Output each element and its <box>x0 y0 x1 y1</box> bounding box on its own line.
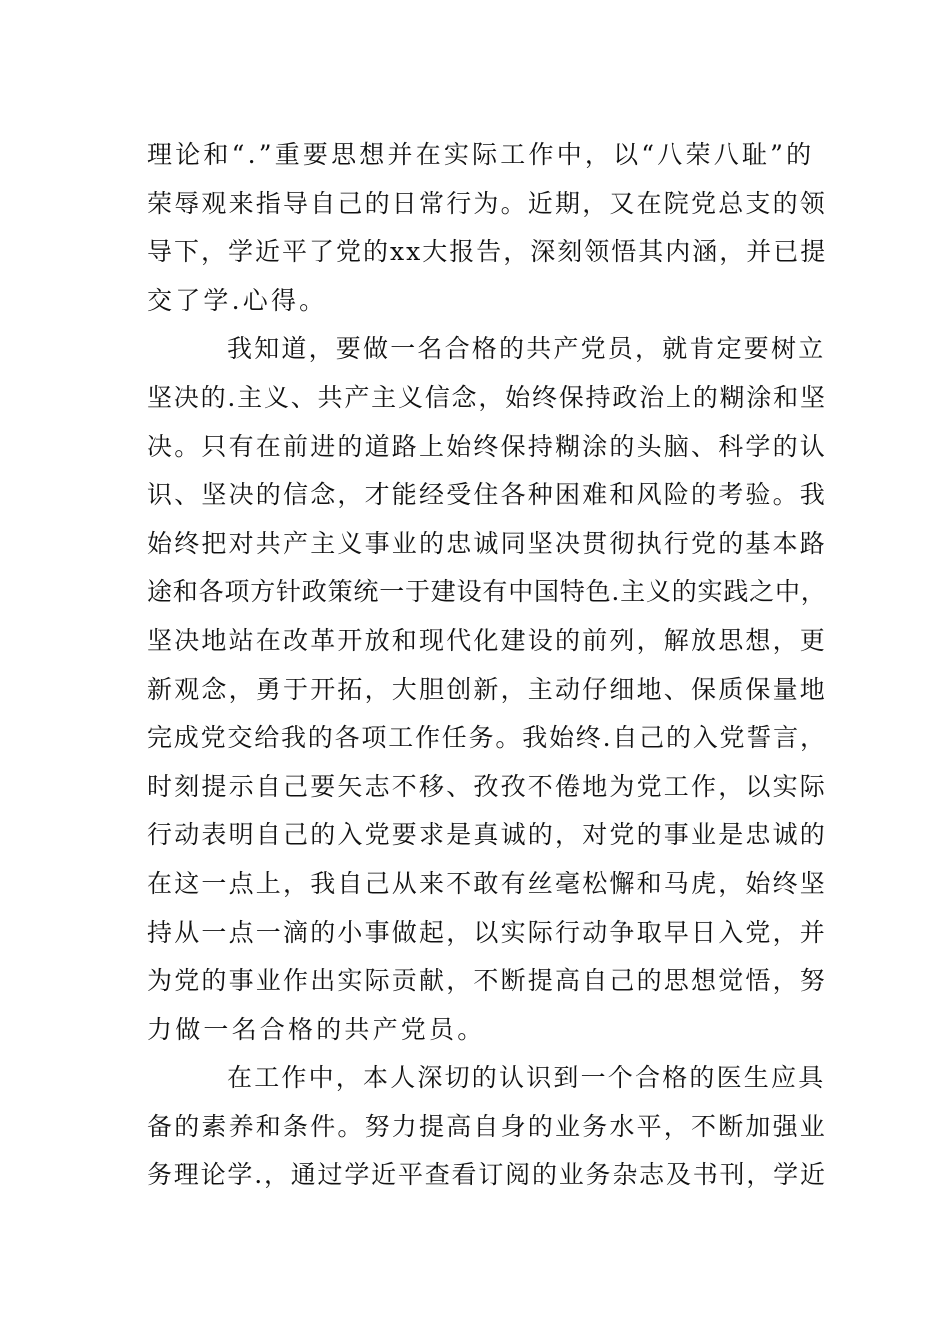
text-line: 决。只有在前进的道路上始终保持糊涂的头脑、科学的认 <box>147 431 828 461</box>
text-line: 坚决地站在改革开放和现代化建设的前列，解放思想，更 <box>147 625 828 655</box>
paragraph-first-line: 我知道，要做一名合格的共产党员，就肯定要树立 <box>227 334 826 364</box>
paragraph-first-line: 在工作中，本人深切的认识到一个合格的医生应具 <box>227 1063 826 1093</box>
text-line: 识、坚决的信念，才能经受住各种困难和风险的考验。我 <box>147 480 828 510</box>
text-line: 导下，学近平了党的xx大报告，深刻领悟其内涵，并已提 <box>147 237 828 267</box>
text-line: 荣辱观来指导自己的日常行为。近期，又在院党总支的领 <box>147 188 828 218</box>
text-line: 途和各项方针政策统一于建设有中国特色.主义的实践之中， <box>147 577 827 607</box>
text-line: 理论和“.”重要思想并在实际工作中，以“八荣八耻”的 <box>147 140 815 169</box>
text-line: 行动表明自己的入党要求是真诚的，对党的事业是忠诚的 <box>147 820 828 850</box>
text-line: 完成党交给我的各项工作任务。我始终.自己的入党誓言， <box>147 723 827 753</box>
body-text <box>147 131 827 1200</box>
text-line: 坚决的.主义、共产主义信念，始终保持政治上的糊涂和坚 <box>147 382 827 412</box>
text-line: 务理论学.，通过学近平查看订阅的业务杂志及书刊，学近 <box>147 1160 827 1190</box>
text-line: 备的素养和条件。努力提高自身的业务水平，不断加强业 <box>147 1111 828 1141</box>
text-line: 力做一名合格的共产党员。 <box>147 1014 486 1044</box>
text-line: 始终把对共产主义事业的忠诚同坚决贯彻执行党的基本路 <box>147 528 828 558</box>
text-line: 持从一点一滴的小事做起，以实际行动争取早日入党，并 <box>147 917 828 947</box>
text-line: 交了学.心得。 <box>147 285 328 315</box>
text-line: 为党的事业作出实际贡献，不断提高自己的思想觉悟，努 <box>147 966 828 996</box>
text-line: 时刻提示自己要矢志不移、孜孜不倦地为党工作，以实际 <box>147 771 828 801</box>
text-line: 新观念，勇于开拓，大胆创新，主动仔细地、保质保量地 <box>147 674 828 704</box>
text-line: 在这一点上，我自己从来不敢有丝毫松懈和马虎，始终坚 <box>147 868 828 898</box>
